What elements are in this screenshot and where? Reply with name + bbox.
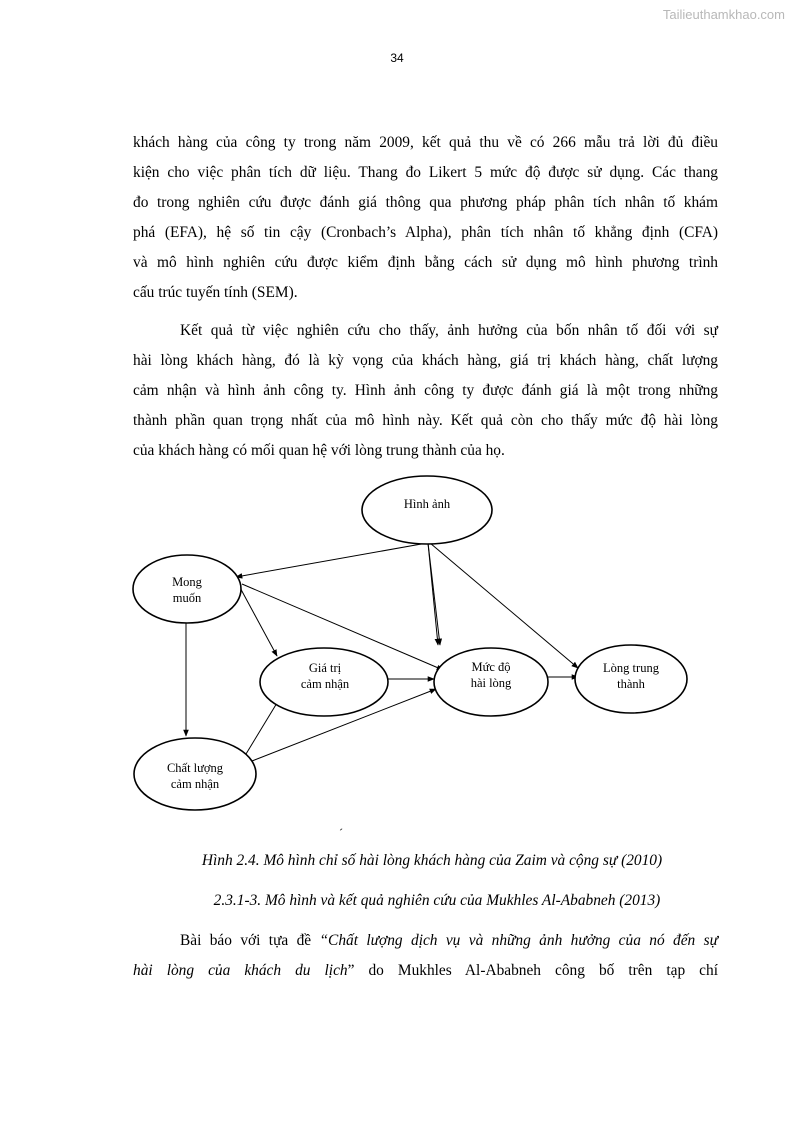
node-label: thành (617, 677, 645, 691)
stray-mark: ´ (339, 826, 343, 840)
watermark: Tailieuthamkhao.com (662, 7, 785, 22)
node-label: Hình ảnh (403, 497, 451, 511)
paragraph-line: thành phần quan trọng nhất của mô hình này. Kết quả còn cho thấy mức độ hài lòng (133, 412, 718, 429)
paragraph-line: hài lòng khách hàng, đó là kỳ vọng của khách hàng, giá trị khách hàng, chất lượng (133, 352, 718, 369)
article-title: “Chất lượng dịch vụ và những ảnh hưởng của nó đến sự (319, 932, 718, 949)
node-label: Chất lượng (166, 761, 224, 775)
node-label: Mức độ (471, 660, 511, 674)
paragraph-3 (133, 926, 718, 986)
paragraph-line: đo trong nghiên cứu được đánh giá thông qua phương pháp phân tích nhân tố khám (133, 194, 718, 211)
node-label: Lòng trung (603, 661, 659, 675)
paragraph-line (133, 956, 718, 986)
section-heading: 2.3.1-3. Mô hình và kết quả nghiên cứu của Mukhles Al-Ababneh (2013) (213, 892, 661, 909)
paragraph-1 (133, 128, 718, 308)
paragraph-line: cảm nhận và hình ảnh công ty. Hình ảnh công ty được đánh giá là một trong những (133, 382, 718, 399)
node-label: Mong (172, 575, 202, 589)
arrow-hinhanh-mongmuon (236, 543, 427, 577)
paragraph-text: Bài báo với tựa đề (180, 932, 320, 949)
node-label: hài lòng (470, 676, 512, 690)
paragraph-line (133, 926, 718, 956)
paragraph-line: Kết quả từ việc nghiên cứu cho thấy, ảnh hưởng của bốn nhân tố đối với sự (180, 322, 718, 339)
paragraph-line: và mô hình nghiên cứu được kiểm định bằng cách sử dụng mô hình phương trình (133, 254, 718, 271)
paragraph-2 (133, 316, 718, 466)
node-label: muốn (172, 591, 202, 605)
node-label: cảm nhận (170, 777, 220, 791)
figure-caption: Hình 2.4. Mô hình chỉ số hài lòng khách hàng của Zaim và cộng sự (2010) (201, 852, 663, 869)
node-label: Giá trị (308, 661, 342, 675)
paragraph-line: cấu trúc tuyến tính (SEM). (133, 284, 298, 301)
article-title: hài lòng của khách du lịch (133, 962, 348, 979)
paragraph-line: kiện cho việc phân tích dữ liệu. Thang đo Likert 5 mức độ được sử dụng. Các thang (133, 164, 718, 181)
paragraph-line: phá (EFA), hệ số tin cậy (Cronbach’s Alpha), phân tích nhân tố khẳng định (CFA) (133, 224, 718, 241)
paragraph-text: ” do Mukhles Al-Ababneh công bố trên tạp chí (347, 962, 718, 979)
paragraph-line: của khách hàng có mối quan hệ với lòng trung thành của họ. (133, 442, 505, 459)
paragraph-line: khách hàng của công ty trong năm 2009, kết quả thu về có 266 mẫu trả lời đủ điều (133, 134, 718, 151)
page-number: 34 (390, 51, 404, 65)
arrow-hinhanh-mucdo-2 (428, 543, 440, 645)
node-label: cảm nhận (300, 677, 350, 691)
satisfaction-model-diagram (120, 470, 700, 820)
node-mong-muon (133, 555, 241, 623)
arrow-mongmuon-giatri (237, 582, 277, 656)
arrow-chatluong-giatri (246, 698, 280, 754)
